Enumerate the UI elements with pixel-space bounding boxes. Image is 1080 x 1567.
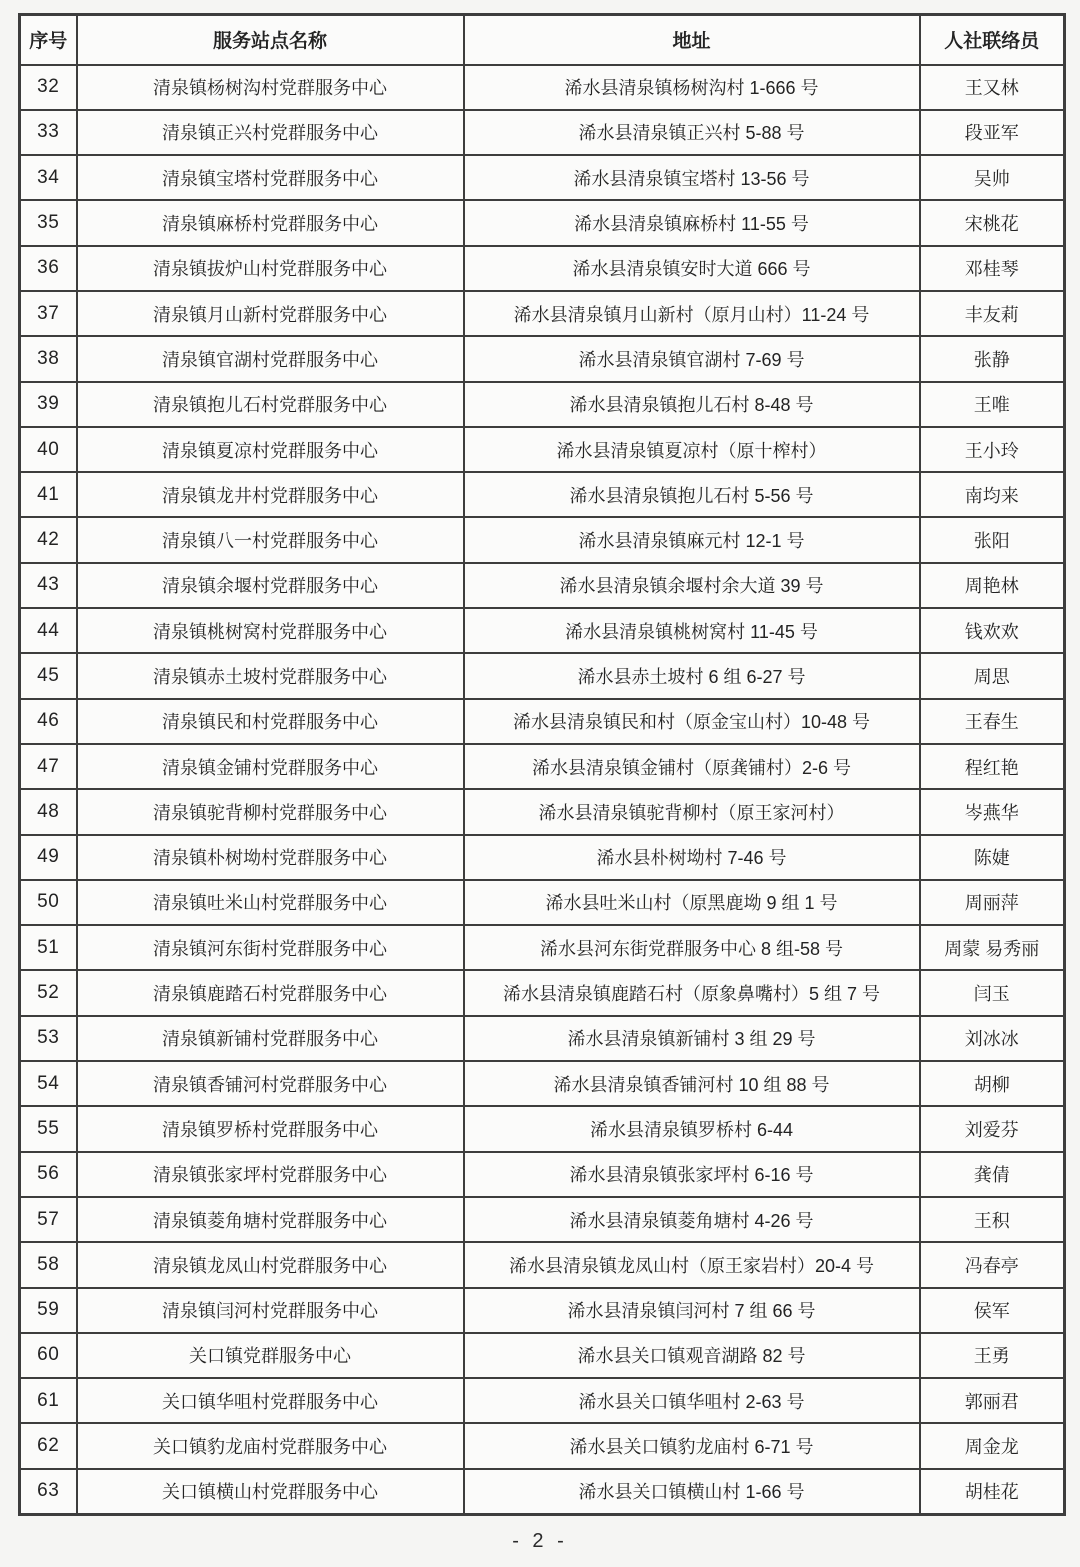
cell-station-name: 关口镇党群服务中心 [77,1333,464,1378]
cell-address: 浠水县清泉镇罗桥村 6-44 [464,1106,920,1151]
cell-number: 50 [20,880,77,925]
cell-liaison: 王小玲 [920,427,1065,472]
cell-liaison: 程红艳 [920,744,1065,789]
cell-address: 浠水县关口镇豹龙庙村 6-71 号 [464,1423,920,1468]
cell-address: 浠水县清泉镇安时大道 666 号 [464,246,920,291]
cell-number: 60 [20,1333,77,1378]
table-row [20,517,1065,562]
cell-number: 35 [20,200,77,245]
table-row [20,336,1065,381]
table-row [20,427,1065,472]
cell-station-name: 清泉镇罗桥村党群服务中心 [77,1106,464,1151]
cell-liaison: 王积 [920,1197,1065,1242]
cell-station-name: 清泉镇新铺村党群服务中心 [77,1016,464,1061]
table-row [20,1469,1065,1514]
cell-station-name: 关口镇豹龙庙村党群服务中心 [77,1423,464,1468]
cell-number: 59 [20,1288,77,1333]
cell-station-name: 清泉镇拔炉山村党群服务中心 [77,246,464,291]
table-row [20,155,1065,200]
table-header [20,15,1065,65]
cell-liaison: 周艳林 [920,563,1065,608]
cell-station-name: 清泉镇正兴村党群服务中心 [77,110,464,155]
cell-liaison: 周思 [920,653,1065,698]
cell-number: 42 [20,517,77,562]
cell-address: 浠水县清泉镇金铺村（原龚铺村）2-6 号 [464,744,920,789]
cell-liaison: 胡柳 [920,1061,1065,1106]
cell-liaison: 周金龙 [920,1423,1065,1468]
cell-number: 52 [20,970,77,1015]
cell-station-name: 清泉镇余堰村党群服务中心 [77,563,464,608]
cell-station-name: 清泉镇菱角塘村党群服务中心 [77,1197,464,1242]
table-row [20,246,1065,291]
cell-station-name: 清泉镇香铺河村党群服务中心 [77,1061,464,1106]
cell-station-name: 清泉镇朴树坳村党群服务中心 [77,835,464,880]
cell-number: 49 [20,835,77,880]
cell-address: 浠水县清泉镇民和村（原金宝山村）10-48 号 [464,699,920,744]
cell-liaison: 郭丽君 [920,1378,1065,1423]
cell-liaison: 陈婕 [920,835,1065,880]
cell-liaison: 南均来 [920,472,1065,517]
cell-station-name: 清泉镇夏凉村党群服务中心 [77,427,464,472]
cell-address: 浠水县关口镇观音湖路 82 号 [464,1333,920,1378]
cell-address: 浠水县清泉镇抱儿石村 8-48 号 [464,382,920,427]
cell-station-name: 清泉镇闫河村党群服务中心 [77,1288,464,1333]
cell-number: 51 [20,925,77,970]
table-row [20,1242,1065,1287]
cell-number: 54 [20,1061,77,1106]
cell-station-name: 清泉镇龙凤山村党群服务中心 [77,1242,464,1287]
cell-station-name: 清泉镇桃树窝村党群服务中心 [77,608,464,653]
cell-station-name: 清泉镇吐米山村党群服务中心 [77,880,464,925]
table-row [20,699,1065,744]
cell-station-name: 清泉镇月山新村党群服务中心 [77,291,464,336]
cell-liaison: 刘冰冰 [920,1016,1065,1061]
cell-number: 43 [20,563,77,608]
cell-liaison: 王春生 [920,699,1065,744]
cell-address: 浠水县吐米山村（原黑鹿坳 9 组 1 号 [464,880,920,925]
cell-liaison: 王唯 [920,382,1065,427]
cell-number: 61 [20,1378,77,1423]
table-row [20,110,1065,155]
table-row [20,291,1065,336]
cell-station-name: 清泉镇鹿踏石村党群服务中心 [77,970,464,1015]
cell-liaison: 邓桂琴 [920,246,1065,291]
cell-number: 36 [20,246,77,291]
cell-liaison: 王勇 [920,1333,1065,1378]
table-row [20,970,1065,1015]
cell-address: 浠水县清泉镇杨树沟村 1-666 号 [464,65,920,110]
cell-address: 浠水县清泉镇麻元村 12-1 号 [464,517,920,562]
cell-liaison: 周丽萍 [920,880,1065,925]
cell-number: 58 [20,1242,77,1287]
cell-number: 45 [20,653,77,698]
cell-address: 浠水县清泉镇张家坪村 6-16 号 [464,1152,920,1197]
table-row [20,1061,1065,1106]
cell-number: 55 [20,1106,77,1151]
cell-address: 浠水县河东街党群服务中心 8 组-58 号 [464,925,920,970]
cell-station-name: 清泉镇杨树沟村党群服务中心 [77,65,464,110]
cell-number: 48 [20,789,77,834]
cell-address: 浠水县清泉镇香铺河村 10 组 88 号 [464,1061,920,1106]
cell-station-name: 清泉镇官湖村党群服务中心 [77,336,464,381]
cell-address: 浠水县清泉镇官湖村 7-69 号 [464,336,920,381]
cell-liaison: 张静 [920,336,1065,381]
table-row [20,880,1065,925]
table-row [20,1423,1065,1468]
cell-number: 62 [20,1423,77,1468]
table-row [20,1152,1065,1197]
cell-address: 浠水县清泉镇正兴村 5-88 号 [464,110,920,155]
cell-station-name: 清泉镇麻桥村党群服务中心 [77,200,464,245]
cell-station-name: 清泉镇张家坪村党群服务中心 [77,1152,464,1197]
table-row [20,608,1065,653]
cell-liaison: 胡桂花 [920,1469,1065,1514]
table-row [20,835,1065,880]
cell-address: 浠水县清泉镇宝塔村 13-56 号 [464,155,920,200]
column-header-station-name: 服务站点名称 [77,15,464,65]
table-row [20,789,1065,834]
cell-station-name: 关口镇横山村党群服务中心 [77,1469,464,1514]
cell-number: 34 [20,155,77,200]
cell-liaison: 刘爱芬 [920,1106,1065,1151]
table-row [20,563,1065,608]
cell-address: 浠水县赤土坡村 6 组 6-27 号 [464,653,920,698]
table-row [20,744,1065,789]
cell-station-name: 清泉镇龙井村党群服务中心 [77,472,464,517]
cell-number: 40 [20,427,77,472]
cell-station-name: 清泉镇八一村党群服务中心 [77,517,464,562]
cell-number: 53 [20,1016,77,1061]
service-stations-table [18,13,1066,1516]
cell-liaison: 周蒙 易秀丽 [920,925,1065,970]
cell-station-name: 清泉镇抱儿石村党群服务中心 [77,382,464,427]
table-row [20,382,1065,427]
table-row [20,1333,1065,1378]
cell-address: 浠水县关口镇横山村 1-66 号 [464,1469,920,1514]
cell-address: 浠水县清泉镇余堰村余大道 39 号 [464,563,920,608]
table-row [20,1106,1065,1151]
cell-liaison: 钱欢欢 [920,608,1065,653]
cell-address: 浠水县清泉镇鹿踏石村（原象鼻嘴村）5 组 7 号 [464,970,920,1015]
cell-address: 浠水县清泉镇月山新村（原月山村）11-24 号 [464,291,920,336]
cell-station-name: 清泉镇民和村党群服务中心 [77,699,464,744]
cell-address: 浠水县清泉镇龙凤山村（原王家岩村）20-4 号 [464,1242,920,1287]
table-row [20,1378,1065,1423]
cell-liaison: 闫玉 [920,970,1065,1015]
cell-address: 浠水县清泉镇驼背柳村（原王家河村） [464,789,920,834]
cell-number: 46 [20,699,77,744]
cell-address: 浠水县清泉镇菱角塘村 4-26 号 [464,1197,920,1242]
table-row [20,200,1065,245]
cell-number: 33 [20,110,77,155]
cell-address: 浠水县清泉镇闫河村 7 组 66 号 [464,1288,920,1333]
cell-station-name: 清泉镇赤土坡村党群服务中心 [77,653,464,698]
cell-station-name: 清泉镇驼背柳村党群服务中心 [77,789,464,834]
cell-liaison: 宋桃花 [920,200,1065,245]
column-header-address: 地址 [464,15,920,65]
cell-station-name: 清泉镇河东街村党群服务中心 [77,925,464,970]
cell-liaison: 张阳 [920,517,1065,562]
cell-number: 44 [20,608,77,653]
cell-address: 浠水县清泉镇夏凉村（原十榨村） [464,427,920,472]
table-row [20,925,1065,970]
cell-liaison: 龚倩 [920,1152,1065,1197]
cell-number: 38 [20,336,77,381]
cell-address: 浠水县清泉镇新铺村 3 组 29 号 [464,1016,920,1061]
cell-station-name: 关口镇华咀村党群服务中心 [77,1378,464,1423]
cell-number: 47 [20,744,77,789]
column-header-number: 序号 [20,15,77,65]
cell-address: 浠水县关口镇华咀村 2-63 号 [464,1378,920,1423]
cell-liaison: 丰友莉 [920,291,1065,336]
cell-number: 56 [20,1152,77,1197]
cell-number: 57 [20,1197,77,1242]
cell-number: 32 [20,65,77,110]
cell-liaison: 吴帅 [920,155,1065,200]
table-row [20,653,1065,698]
column-header-liaison: 人社联络员 [920,15,1065,65]
table-row [20,1288,1065,1333]
table-row [20,1016,1065,1061]
page-number: - 2 - [512,1530,568,1552]
cell-station-name: 清泉镇宝塔村党群服务中心 [77,155,464,200]
table-row [20,1197,1065,1242]
cell-address: 浠水县清泉镇麻桥村 11-55 号 [464,200,920,245]
cell-address: 浠水县清泉镇抱儿石村 5-56 号 [464,472,920,517]
header-row [20,15,1065,65]
cell-liaison: 冯春亭 [920,1242,1065,1287]
cell-liaison: 岑燕华 [920,789,1065,834]
cell-liaison: 段亚军 [920,110,1065,155]
cell-liaison: 王又林 [920,65,1065,110]
table-body [20,65,1065,1515]
cell-number: 41 [20,472,77,517]
cell-number: 37 [20,291,77,336]
cell-station-name: 清泉镇金铺村党群服务中心 [77,744,464,789]
cell-number: 39 [20,382,77,427]
cell-address: 浠水县朴树坳村 7-46 号 [464,835,920,880]
table-row [20,472,1065,517]
table-row [20,65,1065,110]
cell-number: 63 [20,1469,77,1514]
cell-liaison: 侯军 [920,1288,1065,1333]
cell-address: 浠水县清泉镇桃树窝村 11-45 号 [464,608,920,653]
